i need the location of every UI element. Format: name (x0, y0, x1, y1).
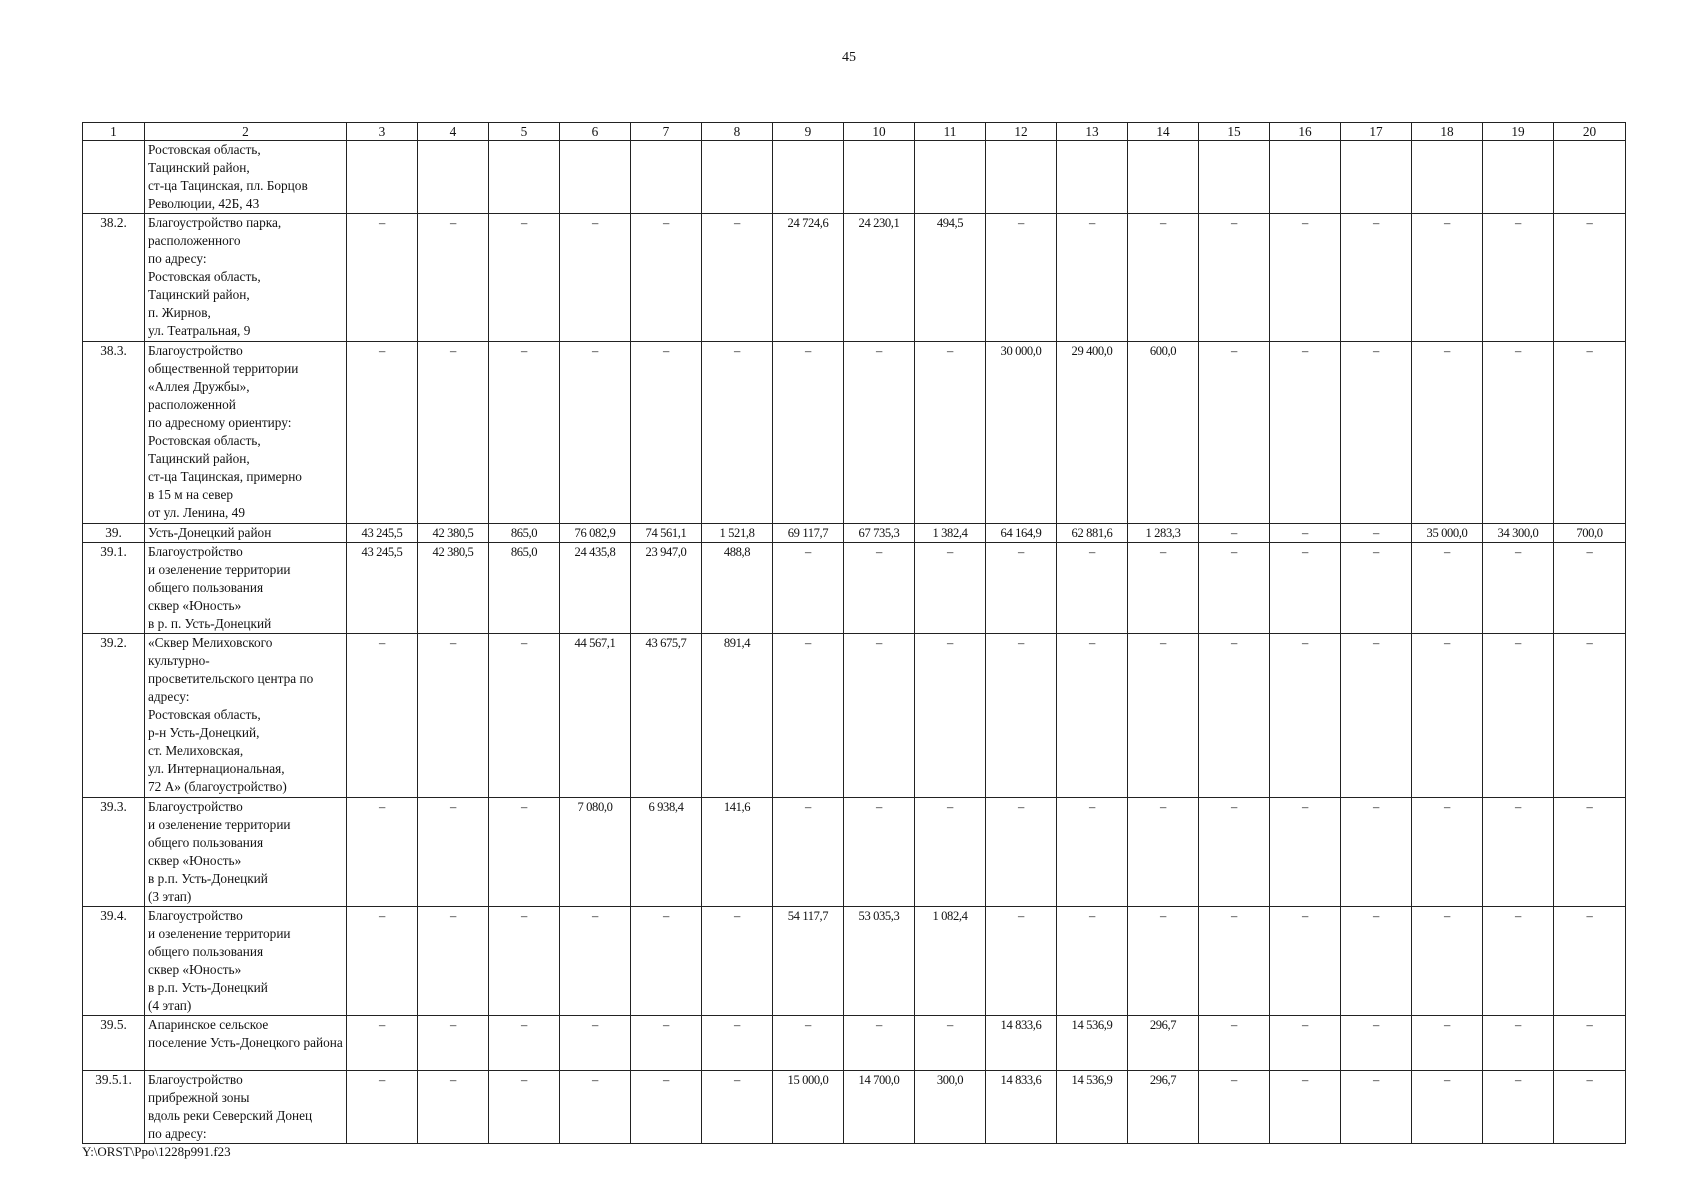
value-cell: – (773, 798, 844, 907)
value-cell: – (347, 1016, 418, 1071)
value-cell: – (418, 214, 489, 342)
value-cell: – (1270, 1071, 1341, 1144)
value-cell: – (1199, 342, 1270, 524)
value-cell: – (1412, 1071, 1483, 1144)
value-cell: – (1341, 1071, 1412, 1144)
value-cell: – (1412, 1016, 1483, 1071)
value-cell: – (1483, 1071, 1554, 1144)
value-cell: – (1554, 1071, 1626, 1144)
value-cell (631, 141, 702, 214)
value-cell: 43 245,5 (347, 543, 418, 634)
value-cell: – (1270, 342, 1341, 524)
value-cell: – (1270, 214, 1341, 342)
value-cell: – (347, 214, 418, 342)
value-cell: – (1270, 524, 1341, 543)
value-cell: – (702, 214, 773, 342)
value-cell: 74 561,1 (631, 524, 702, 543)
value-cell: – (844, 798, 915, 907)
value-cell: – (1199, 543, 1270, 634)
value-cell: – (1057, 214, 1128, 342)
value-cell (773, 141, 844, 214)
value-cell: – (1128, 543, 1199, 634)
row-name-cell: Благоустройство общественной территории «Аллея Дружбы», расположенной по адресному ориентиру: Ростовская область, Тацинский район, ст-ца Тацинская, примерно в 15 м на север от ул. Ленина, 49 (145, 342, 347, 524)
value-cell: 14 833,6 (986, 1071, 1057, 1144)
value-cell: 43 675,7 (631, 634, 702, 798)
value-cell: – (1412, 543, 1483, 634)
table-row (83, 907, 1626, 1016)
value-cell: – (560, 1016, 631, 1071)
value-cell: – (560, 1071, 631, 1144)
value-cell: – (1483, 634, 1554, 798)
row-name-cell: Апаринское сельское поселение Усть-Донецкого района (145, 1016, 347, 1071)
row-name-cell: Благоустройство прибрежной зоны вдоль реки Северский Донец по адресу: (145, 1071, 347, 1144)
value-cell: 34 300,0 (1483, 524, 1554, 543)
value-cell: – (1412, 907, 1483, 1016)
value-cell: – (1483, 907, 1554, 1016)
table-row (83, 543, 1626, 634)
column-number-cell: 3 (347, 123, 418, 141)
value-cell: – (1341, 524, 1412, 543)
value-cell: – (702, 342, 773, 524)
value-cell: – (347, 342, 418, 524)
value-cell: – (489, 1016, 560, 1071)
value-cell: – (986, 543, 1057, 634)
value-cell (418, 141, 489, 214)
row-name-cell: Благоустройство и озеленение территории общего пользования сквер «Юность» в р. п. Усть-Донецкий (145, 543, 347, 634)
value-cell: – (844, 1016, 915, 1071)
table-row (83, 634, 1626, 798)
value-cell: – (1412, 214, 1483, 342)
value-cell: – (1199, 1071, 1270, 1144)
value-cell: – (1128, 634, 1199, 798)
value-cell (1128, 141, 1199, 214)
column-number-cell: 15 (1199, 123, 1270, 141)
row-number-cell: 39.4. (83, 907, 145, 1016)
value-cell: 24 230,1 (844, 214, 915, 342)
value-cell: – (1554, 1016, 1626, 1071)
value-cell: – (1341, 907, 1412, 1016)
value-cell: – (773, 543, 844, 634)
value-cell: – (844, 543, 915, 634)
value-cell: – (418, 342, 489, 524)
value-cell: – (1270, 907, 1341, 1016)
value-cell: – (1199, 1016, 1270, 1071)
column-number-cell: 12 (986, 123, 1057, 141)
table-row (83, 214, 1626, 342)
value-cell: – (702, 1016, 773, 1071)
value-cell: – (631, 907, 702, 1016)
value-cell: – (986, 214, 1057, 342)
value-cell: – (1057, 798, 1128, 907)
value-cell: 15 000,0 (773, 1071, 844, 1144)
value-cell: – (1554, 634, 1626, 798)
row-name-cell: Усть-Донецкий район (145, 524, 347, 543)
table-row (83, 1071, 1626, 1144)
column-number-cell: 9 (773, 123, 844, 141)
value-cell: – (347, 634, 418, 798)
value-cell: – (915, 634, 986, 798)
value-cell: – (489, 634, 560, 798)
value-cell: 54 117,7 (773, 907, 844, 1016)
value-cell: – (1270, 1016, 1341, 1071)
value-cell: 865,0 (489, 543, 560, 634)
value-cell: 43 245,5 (347, 524, 418, 543)
value-cell: 62 881,6 (1057, 524, 1128, 543)
value-cell: 891,4 (702, 634, 773, 798)
value-cell (1554, 141, 1626, 214)
value-cell (1057, 141, 1128, 214)
value-cell: – (773, 634, 844, 798)
value-cell (844, 141, 915, 214)
value-cell: 300,0 (915, 1071, 986, 1144)
value-cell: – (702, 1071, 773, 1144)
row-number-cell: 39.3. (83, 798, 145, 907)
value-cell: – (489, 798, 560, 907)
value-cell: – (1554, 798, 1626, 907)
value-cell: – (489, 342, 560, 524)
value-cell: – (560, 907, 631, 1016)
value-cell: 30 000,0 (986, 342, 1057, 524)
value-cell: – (844, 634, 915, 798)
value-cell: – (915, 543, 986, 634)
column-number-cell: 1 (83, 123, 145, 141)
row-name-cell: Благоустройство и озеленение территории общего пользования сквер «Юность» в р.п. Усть-Донецкий (3 этап) (145, 798, 347, 907)
value-cell: – (418, 1071, 489, 1144)
value-cell: 29 400,0 (1057, 342, 1128, 524)
value-cell: – (1270, 634, 1341, 798)
value-cell: – (1341, 634, 1412, 798)
value-cell: 69 117,7 (773, 524, 844, 543)
value-cell: 64 164,9 (986, 524, 1057, 543)
value-cell: 53 035,3 (844, 907, 915, 1016)
row-name-cell: Ростовская область, Тацинский район, ст-ца Тацинская, пл. Борцов Революции, 42Б, 43 (145, 141, 347, 214)
value-cell: 494,5 (915, 214, 986, 342)
column-number-cell: 19 (1483, 123, 1554, 141)
value-cell: – (1128, 214, 1199, 342)
value-cell (1412, 141, 1483, 214)
row-number-cell: 39.5. (83, 1016, 145, 1071)
value-cell: – (986, 907, 1057, 1016)
value-cell: 14 536,9 (1057, 1071, 1128, 1144)
column-number-cell: 17 (1341, 123, 1412, 141)
column-number-cell: 11 (915, 123, 986, 141)
value-cell: – (1554, 907, 1626, 1016)
value-cell: – (986, 634, 1057, 798)
value-cell (1199, 141, 1270, 214)
column-number-cell: 18 (1412, 123, 1483, 141)
value-cell: – (631, 342, 702, 524)
column-number-cell: 13 (1057, 123, 1128, 141)
value-cell: – (1412, 634, 1483, 798)
column-number-cell: 20 (1554, 123, 1626, 141)
value-cell: – (1483, 543, 1554, 634)
column-number-row (83, 123, 1626, 141)
value-cell: – (773, 1016, 844, 1071)
row-number-cell: 39.1. (83, 543, 145, 634)
table-row (83, 342, 1626, 524)
value-cell: – (1483, 1016, 1554, 1071)
row-number-cell: 39. (83, 524, 145, 543)
value-cell: – (915, 1016, 986, 1071)
column-number-cell: 2 (145, 123, 347, 141)
value-cell: – (1554, 543, 1626, 634)
value-cell: – (702, 907, 773, 1016)
value-cell (1483, 141, 1554, 214)
value-cell: – (347, 907, 418, 1016)
value-cell (489, 141, 560, 214)
value-cell: 67 735,3 (844, 524, 915, 543)
row-number-cell: 39.5.1. (83, 1071, 145, 1144)
value-cell (986, 141, 1057, 214)
column-number-cell: 7 (631, 123, 702, 141)
value-cell: – (1341, 798, 1412, 907)
value-cell: 1 382,4 (915, 524, 986, 543)
value-cell: – (1412, 342, 1483, 524)
value-cell: – (915, 798, 986, 907)
value-cell (702, 141, 773, 214)
value-cell: 14 833,6 (986, 1016, 1057, 1071)
value-cell: – (489, 907, 560, 1016)
value-cell: – (1554, 342, 1626, 524)
value-cell: 14 536,9 (1057, 1016, 1128, 1071)
value-cell: 76 082,9 (560, 524, 631, 543)
row-name-cell: «Сквер Мелиховского культурно- просветительского центра по адресу: Ростовская область, р-н Усть-Донецкий, ст. Мелиховская, ул. Интернациональная, 72 А» (благоустройство) (145, 634, 347, 798)
value-cell: – (773, 342, 844, 524)
value-cell: – (1057, 907, 1128, 1016)
value-cell: 296,7 (1128, 1071, 1199, 1144)
value-cell: 600,0 (1128, 342, 1199, 524)
value-cell: – (1199, 214, 1270, 342)
row-number-cell: 39.2. (83, 634, 145, 798)
value-cell: 44 567,1 (560, 634, 631, 798)
value-cell: – (418, 798, 489, 907)
value-cell (1341, 141, 1412, 214)
value-cell: 42 380,5 (418, 524, 489, 543)
value-cell: – (560, 342, 631, 524)
table-row (83, 141, 1626, 214)
value-cell: – (1199, 798, 1270, 907)
value-cell: – (1483, 342, 1554, 524)
value-cell: 7 080,0 (560, 798, 631, 907)
value-cell: – (1483, 798, 1554, 907)
value-cell: – (1341, 214, 1412, 342)
table-row (83, 1016, 1626, 1071)
value-cell: – (631, 1071, 702, 1144)
value-cell: – (915, 342, 986, 524)
value-cell: – (347, 1071, 418, 1144)
value-cell: – (418, 1016, 489, 1071)
value-cell: – (1128, 798, 1199, 907)
value-cell (1270, 141, 1341, 214)
value-cell: 1 521,8 (702, 524, 773, 543)
value-cell: 1 283,3 (1128, 524, 1199, 543)
column-number-cell: 6 (560, 123, 631, 141)
value-cell (560, 141, 631, 214)
value-cell: – (1057, 543, 1128, 634)
table-row (83, 798, 1626, 907)
value-cell: – (418, 907, 489, 1016)
value-cell: – (1199, 634, 1270, 798)
value-cell: – (489, 214, 560, 342)
value-cell: – (1057, 634, 1128, 798)
value-cell: – (1483, 214, 1554, 342)
row-name-cell: Благоустройство и озеленение территории общего пользования сквер «Юность» в р.п. Усть-Донецкий (4 этап) (145, 907, 347, 1016)
value-cell: 1 082,4 (915, 907, 986, 1016)
value-cell: 6 938,4 (631, 798, 702, 907)
value-cell: – (1341, 1016, 1412, 1071)
column-number-cell: 4 (418, 123, 489, 141)
value-cell: 296,7 (1128, 1016, 1199, 1071)
value-cell: – (1412, 798, 1483, 907)
column-number-cell: 16 (1270, 123, 1341, 141)
footer-file-path: Y:\ORST\Ppo\1228p991.f23 (82, 1144, 231, 1159)
value-cell: – (560, 214, 631, 342)
value-cell: – (631, 214, 702, 342)
value-cell: – (347, 798, 418, 907)
value-cell: – (1128, 907, 1199, 1016)
row-number-cell (83, 141, 145, 214)
row-name-cell: Благоустройство парка, расположенного по адресу: Ростовская область, Тацинский район, п. Жирнов, ул. Театральная, 9 (145, 214, 347, 342)
page-number: 45 (842, 50, 856, 65)
column-number-cell: 14 (1128, 123, 1199, 141)
value-cell: – (1270, 798, 1341, 907)
value-cell: 865,0 (489, 524, 560, 543)
value-cell: – (418, 634, 489, 798)
row-number-cell: 38.2. (83, 214, 145, 342)
row-number-cell: 38.3. (83, 342, 145, 524)
value-cell: 35 000,0 (1412, 524, 1483, 543)
value-cell (915, 141, 986, 214)
value-cell: – (844, 342, 915, 524)
value-cell: 24 435,8 (560, 543, 631, 634)
table-row (83, 524, 1626, 543)
value-cell: 700,0 (1554, 524, 1626, 543)
value-cell: – (489, 1071, 560, 1144)
value-cell: – (1199, 907, 1270, 1016)
value-cell: – (1554, 214, 1626, 342)
value-cell: 488,8 (702, 543, 773, 634)
value-cell: 23 947,0 (631, 543, 702, 634)
column-number-cell: 8 (702, 123, 773, 141)
value-cell: – (1341, 543, 1412, 634)
column-number-cell: 5 (489, 123, 560, 141)
value-cell: 42 380,5 (418, 543, 489, 634)
value-cell: 14 700,0 (844, 1071, 915, 1144)
value-cell: – (631, 1016, 702, 1071)
value-cell: – (1199, 524, 1270, 543)
budget-table (82, 122, 1626, 1144)
value-cell: – (1341, 342, 1412, 524)
value-cell: – (1270, 543, 1341, 634)
value-cell (347, 141, 418, 214)
value-cell: – (986, 798, 1057, 907)
column-number-cell: 10 (844, 123, 915, 141)
value-cell: 141,6 (702, 798, 773, 907)
value-cell: 24 724,6 (773, 214, 844, 342)
